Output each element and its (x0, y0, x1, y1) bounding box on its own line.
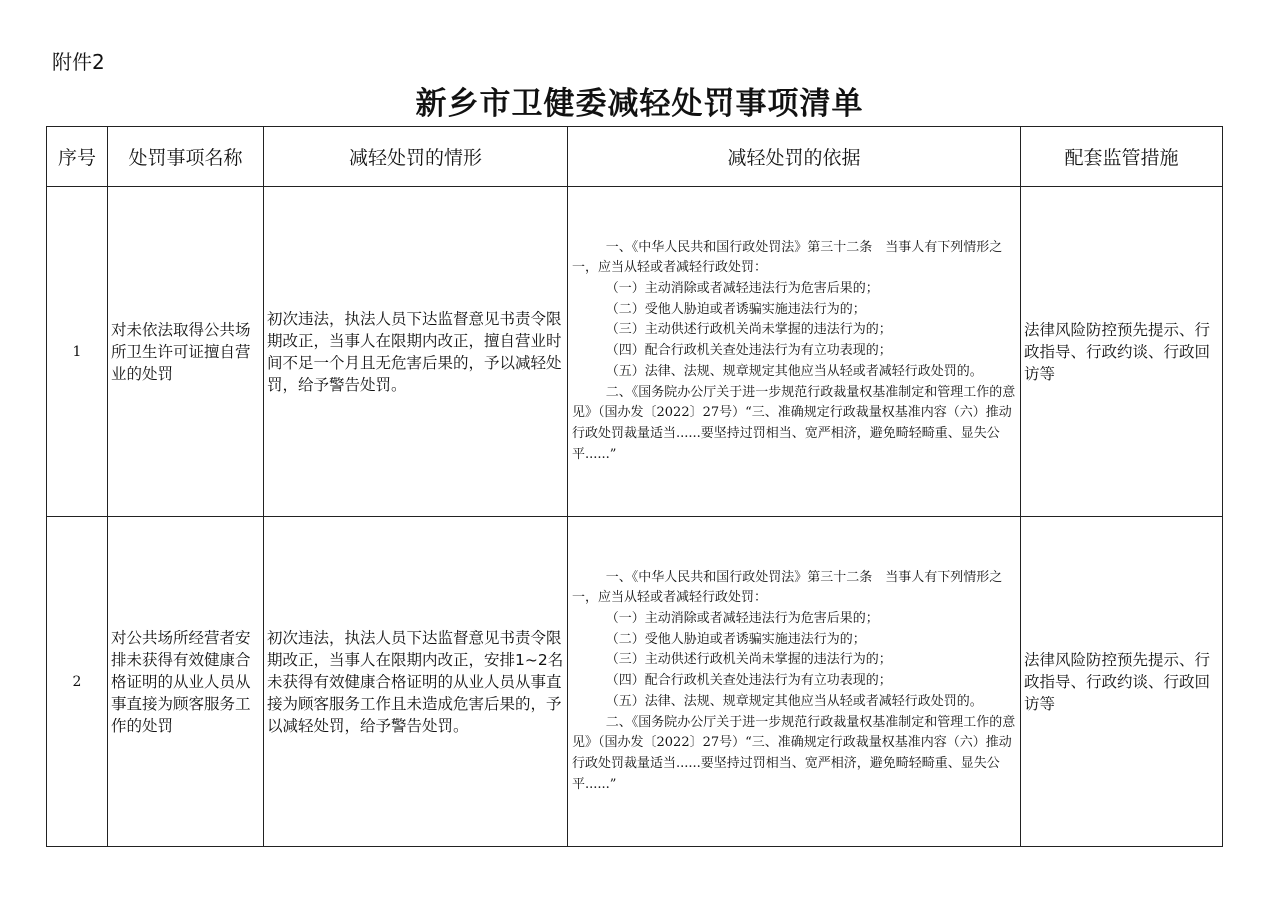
header-item-name: 处罚事项名称 (108, 127, 264, 187)
basis-line: （一）主动消除或者减轻违法行为危害后果的； (605, 611, 879, 627)
item-name: 对公共场所经营者安排未获得有效健康合格证明的从业人员从事直接为顾客服务工作的处罚 (108, 517, 264, 847)
basis-line: （三）主动供述行政机关尚未掌握的违法行为的； (605, 322, 892, 338)
document-title: 新乡市卫健委减轻处罚事项清单 (415, 86, 864, 122)
basis-line: 二、《国务院办公厅关于进一步规范行政裁量权基准制定和管理工作的意见》（国办发〔2022〕27号）“三、准确规定行政裁量权基准内容（六）推动行政处罚裁量适当......要坚持过罚相当、宽严相济，避免畸轻畸重、显失公平......” (572, 714, 1016, 792)
header-condition: 减轻处罚的情形 (264, 127, 568, 187)
penalty-items-table (46, 126, 1223, 847)
basis-line: （五）法律、法规、规章规定其他应当从轻或者减轻行政处罚的。 (605, 363, 983, 379)
basis-line: 二、《国务院办公厅关于进一步规范行政裁量权基准制定和管理工作的意见》（国办发〔2022〕27号）“三、准确规定行政裁量权基准内容（六）推动行政处罚裁量适当......要坚持过罚相当、宽严相济，避免畸轻畸重、显失公平......” (572, 384, 1016, 462)
basis-line: （二）受他人胁迫或者诱骗实施违法行为的； (605, 301, 866, 317)
header-basis: 减轻处罚的依据 (568, 127, 1021, 187)
table-row (47, 187, 1223, 517)
basis-line: （五）法律、法规、规章规定其他应当从轻或者减轻行政处罚的。 (605, 693, 983, 709)
row-number: 2 (47, 517, 108, 847)
basis-text (568, 517, 1021, 847)
basis-line: 一、《中华人民共和国行政处罚法》第三十二条 当事人有下列情形之一，应当从轻或者减轻行政处罚： (572, 569, 1003, 606)
basis-line: 一、《中华人民共和国行政处罚法》第三十二条 当事人有下列情形之一，应当从轻或者减轻行政处罚： (572, 239, 1003, 276)
condition-text: 初次违法，执法人员下达监督意见书责令限期改正，当事人在限期内改正，擅自营业时间不足一个月且无危害后果的，予以减轻处罚，给予警告处罚。 (264, 187, 568, 517)
header-measures: 配套监管措施 (1021, 127, 1223, 187)
condition-text: 初次违法，执法人员下达监督意见书责令限期改正，当事人在限期内改正，安排1~2名未获得有效健康合格证明的从业人员从事直接为顾客服务工作且未造成危害后果的，予以减轻处罚，给予警告处罚。 (264, 517, 568, 847)
item-name: 对未依法取得公共场所卫生许可证擅自营业的处罚 (108, 187, 264, 517)
basis-text (568, 187, 1021, 517)
header-number: 序号 (47, 127, 108, 187)
basis-line: （一）主动消除或者减轻违法行为危害后果的； (605, 281, 879, 297)
table-row (47, 517, 1223, 847)
supervision-measures: 法律风险防控预先提示、行政指导、行政约谈、行政回访等 (1021, 517, 1223, 847)
basis-line: （四）配合行政机关查处违法行为有立功表现的； (605, 673, 892, 689)
basis-line: （四）配合行政机关查处违法行为有立功表现的； (605, 343, 892, 359)
basis-line: （三）主动供述行政机关尚未掌握的违法行为的； (605, 652, 892, 668)
basis-line: （二）受他人胁迫或者诱骗实施违法行为的； (605, 631, 866, 647)
supervision-measures: 法律风险防控预先提示、行政指导、行政约谈、行政回访等 (1021, 187, 1223, 517)
row-number: 1 (47, 187, 108, 517)
attachment-label: 附件2 (52, 50, 105, 74)
table-header-row (47, 127, 1223, 187)
